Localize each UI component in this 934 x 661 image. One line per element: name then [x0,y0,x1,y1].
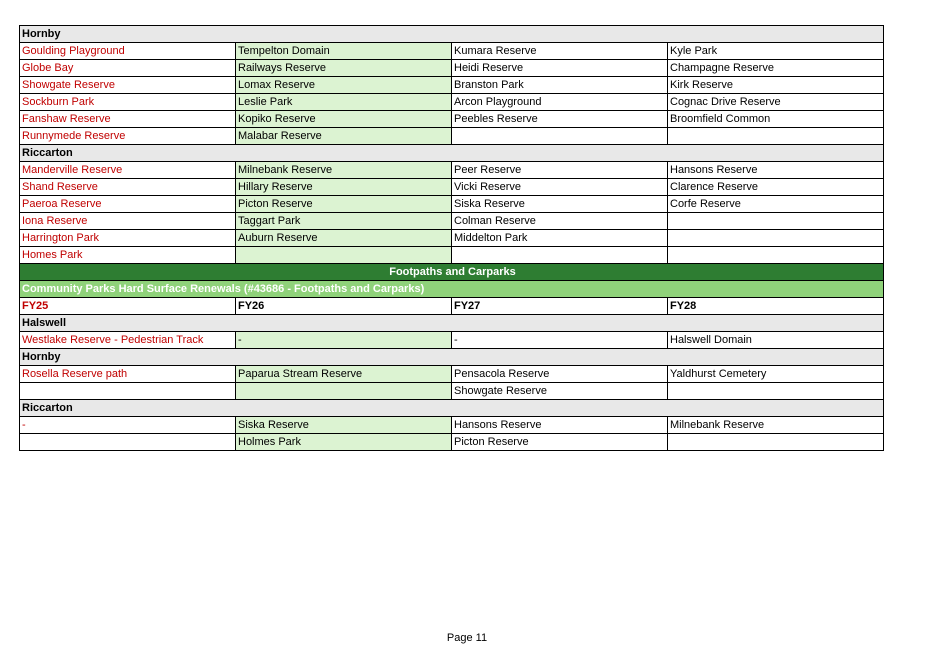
cell-fy28: Cognac Drive Reserve [668,94,884,111]
cell-fy28: Hansons Reserve [668,162,884,179]
programme-banner-row [20,281,884,298]
table-row [20,60,884,77]
page-number: Page 11 [446,632,488,644]
programme-title: Community Parks Hard Surface Renewals (#43686 - Footpaths and Carparks) [20,281,884,298]
cell-fy26 [236,383,452,400]
table-row [20,111,884,128]
cell-fy25: Runnymede Reserve [20,128,236,145]
cell-fy26 [236,247,452,264]
cell-fy25: Showgate Reserve [20,77,236,94]
cell-fy28: Champagne Reserve [668,60,884,77]
cell-fy26: Picton Reserve [236,196,452,213]
section-banner-row [20,264,884,281]
cell-fy25: Fanshaw Reserve [20,111,236,128]
fy-header: FY28 [668,298,884,315]
group-header-row [20,400,884,417]
table-row [20,196,884,213]
group-header-row [20,349,884,366]
table-row [20,417,884,434]
cell-fy25: Westlake Reserve - Pedestrian Track [20,332,236,349]
cell-fy25 [20,434,236,451]
cell-fy27: Vicki Reserve [452,179,668,196]
cell-fy27 [452,247,668,264]
cell-fy28: Clarence Reserve [668,179,884,196]
cell-fy25: Rosella Reserve path [20,366,236,383]
cell-fy26: Siska Reserve [236,417,452,434]
cell-fy28: Kirk Reserve [668,77,884,94]
cell-fy25: Iona Reserve [20,213,236,230]
group-header-row [20,26,884,43]
cell-fy27: Branston Park [452,77,668,94]
cell-fy28: Kyle Park [668,43,884,60]
cell-fy26: Kopiko Reserve [236,111,452,128]
fy-header: FY25 [20,298,236,315]
cell-fy25: Paeroa Reserve [20,196,236,213]
park-schedule-table [19,25,884,451]
cell-fy26: Railways Reserve [236,60,452,77]
cell-fy25: Globe Bay [20,60,236,77]
fy-header: FY27 [452,298,668,315]
group-label-riccarton: Riccarton [20,145,884,162]
cell-fy26: Auburn Reserve [236,230,452,247]
cell-fy27: Peebles Reserve [452,111,668,128]
cell-fy26: Holmes Park [236,434,452,451]
table-row [20,213,884,230]
cell-fy27: Hansons Reserve [452,417,668,434]
cell-fy28: Yaldhurst Cemetery [668,366,884,383]
cell-fy25: - [20,417,236,434]
table-row [20,434,884,451]
table-row [20,247,884,264]
cell-fy27: - [452,332,668,349]
group-label-halswell: Halswell [20,315,884,332]
cell-fy28 [668,434,884,451]
fy-header: FY26 [236,298,452,315]
cell-fy25: Homes Park [20,247,236,264]
table-row [20,77,884,94]
table-row [20,179,884,196]
group-label-riccarton: Riccarton [20,400,884,417]
cell-fy26: Milnebank Reserve [236,162,452,179]
cell-fy26: Tempelton Domain [236,43,452,60]
cell-fy26: Hillary Reserve [236,179,452,196]
cell-fy26: - [236,332,452,349]
cell-fy26: Malabar Reserve [236,128,452,145]
fy-header-row [20,298,884,315]
cell-fy28: Corfe Reserve [668,196,884,213]
cell-fy28 [668,213,884,230]
cell-fy26: Leslie Park [236,94,452,111]
cell-fy25: Sockburn Park [20,94,236,111]
park-schedule-sheet [19,25,883,451]
cell-fy28: Halswell Domain [668,332,884,349]
cell-fy27 [452,128,668,145]
table-row [20,162,884,179]
cell-fy27: Siska Reserve [452,196,668,213]
table-row [20,94,884,111]
cell-fy28 [668,247,884,264]
cell-fy25: Shand Reserve [20,179,236,196]
group-label-hornby: Hornby [20,26,884,43]
cell-fy26: Taggart Park [236,213,452,230]
cell-fy28: Milnebank Reserve [668,417,884,434]
section-title: Footpaths and Carparks [20,264,884,281]
group-label-hornby: Hornby [20,349,884,366]
cell-fy25: Goulding Playground [20,43,236,60]
table-row [20,383,884,400]
table-row [20,43,884,60]
cell-fy27: Picton Reserve [452,434,668,451]
cell-fy26: Lomax Reserve [236,77,452,94]
cell-fy28 [668,230,884,247]
group-header-row [20,145,884,162]
cell-fy27: Peer Reserve [452,162,668,179]
cell-fy27: Middelton Park [452,230,668,247]
cell-fy27: Colman Reserve [452,213,668,230]
cell-fy27: Pensacola Reserve [452,366,668,383]
cell-fy27: Showgate Reserve [452,383,668,400]
cell-fy25 [20,383,236,400]
table-row [20,332,884,349]
cell-fy28: Broomfield Common [668,111,884,128]
table-row [20,366,884,383]
cell-fy27: Kumara Reserve [452,43,668,60]
cell-fy28 [668,128,884,145]
cell-fy28 [668,383,884,400]
cell-fy25: Manderville Reserve [20,162,236,179]
group-header-row [20,315,884,332]
table-row [20,230,884,247]
table-body [20,26,884,451]
cell-fy27: Arcon Playground [452,94,668,111]
table-row [20,128,884,145]
cell-fy25: Harrington Park [20,230,236,247]
cell-fy27: Heidi Reserve [452,60,668,77]
cell-fy26: Paparua Stream Reserve [236,366,452,383]
